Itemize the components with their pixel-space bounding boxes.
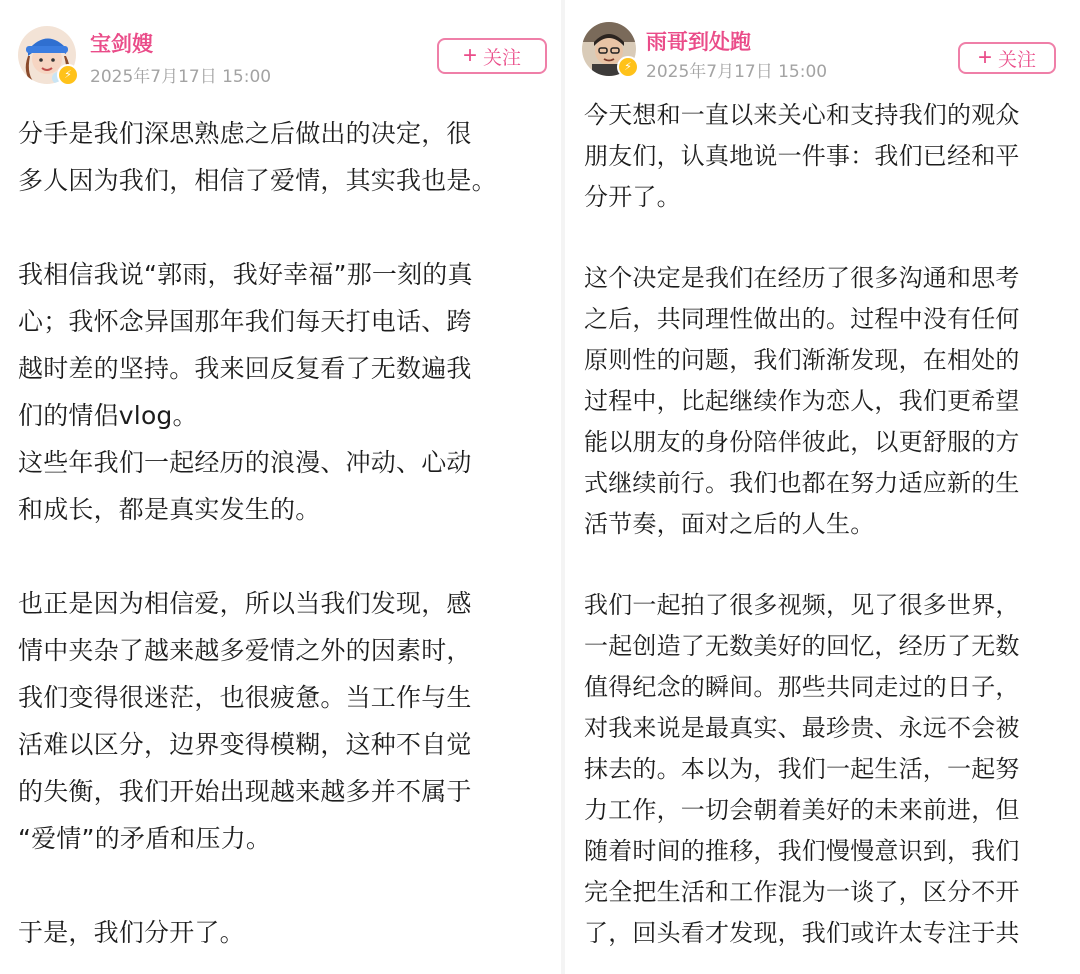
text-line: 式继续前行。我们也都在努力适应新的生 xyxy=(584,469,1020,497)
text-line: “爱情”的矛盾和压力。 xyxy=(18,824,272,853)
follow-button[interactable] xyxy=(437,38,547,74)
text-line: 心；我怀念异国那年我们每天打电话、跨 xyxy=(18,307,472,336)
text-line: 的失衡，我们开始出现越来越多并不属于 xyxy=(18,777,472,806)
text-line: 完全把生活和工作混为一谈了，区分不开 xyxy=(584,878,1020,906)
text-line: 原则性的问题，我们渐渐发现，在相处的 xyxy=(584,346,1020,374)
text-line: 力工作，一切会朝着美好的未来前进，但 xyxy=(584,796,1020,824)
text-line: 一起创造了无数美好的回忆，经历了无数 xyxy=(584,632,1020,660)
plus-icon: + xyxy=(462,42,477,69)
text-line: 情中夹杂了越来越多爱情之外的因素时， xyxy=(18,636,472,665)
text-line: 这个决定是我们在经历了很多沟通和思考 xyxy=(584,264,1020,292)
post-timestamp: 2025年7月17日 15:00 xyxy=(646,62,828,82)
post-body xyxy=(584,95,1064,954)
text-line: 于是，我们分开了。 xyxy=(18,918,245,947)
avatar[interactable] xyxy=(582,22,636,76)
text-line: 活难以区分，边界变得模糊，这种不自觉 xyxy=(18,730,472,759)
paragraph-gap xyxy=(584,218,1064,258)
paragraph-gap xyxy=(584,545,1064,585)
follow-label: 关注 xyxy=(998,49,1037,71)
text-line: 了，回头看才发现，我们或许太专注于共 xyxy=(584,919,1020,947)
panel-divider xyxy=(561,0,565,974)
paragraph-gap xyxy=(18,204,548,251)
text-line: 值得纪念的瞬间。那些共同走过的日子， xyxy=(584,673,1020,701)
text-line: 分手是我们深思熟虑之后做出的决定，很 xyxy=(18,119,472,148)
text-line: 朋友们，认真地说一件事：我们已经和平 xyxy=(584,142,1020,170)
text-line: 我们一起拍了很多视频，见了很多世界， xyxy=(584,591,1020,619)
lightning-icon: ⚡ xyxy=(617,56,639,78)
text-line: 我相信我说“郭雨，我好幸福”那一刻的真 xyxy=(18,260,473,289)
text-line: 能以朋友的身份陪伴彼此，以更舒服的方 xyxy=(584,428,1020,456)
text-line: 今天想和一直以来关心和支持我们的观众 xyxy=(584,101,1020,129)
post-right xyxy=(566,0,1080,974)
paragraph-gap xyxy=(18,533,548,580)
post-body xyxy=(18,110,548,956)
text-line: 越时差的坚持。我来回反复看了无数遍我 xyxy=(18,354,472,383)
text-line: 多人因为我们，相信了爱情，其实我也是。 xyxy=(18,166,497,195)
post-timestamp: 2025年7月17日 15:00 xyxy=(90,67,272,87)
text-line: 们的情侣vlog。 xyxy=(18,401,198,430)
text-line: 也正是因为相信爱，所以当我们发现，感 xyxy=(18,589,472,618)
text-line: 我们变得很迷茫，也很疲惫。当工作与生 xyxy=(18,683,472,712)
text-line: 分开了。 xyxy=(584,183,681,211)
username[interactable]: 宝剑嫂 xyxy=(90,32,153,56)
avatar[interactable] xyxy=(18,26,76,84)
text-line: 活节奏，面对之后的人生。 xyxy=(584,510,875,538)
lightning-icon: ⚡ xyxy=(57,64,79,86)
paragraph-gap xyxy=(18,862,548,909)
text-line: 之后，共同理性做出的。过程中没有任何 xyxy=(584,305,1020,333)
text-line: 对我来说是最真实、最珍贵、永远不会被 xyxy=(584,714,1020,742)
text-line: 抹去的。本以为，我们一起生活，一起努 xyxy=(584,755,1020,783)
username[interactable]: 雨哥到处跑 xyxy=(646,30,751,54)
text-line: 这些年我们一起经历的浪漫、冲动、心动 xyxy=(18,448,472,477)
follow-label: 关注 xyxy=(483,47,522,69)
text-line: 过程中，比起继续作为恋人，我们更希望 xyxy=(584,387,1020,415)
plus-icon: + xyxy=(977,44,992,71)
text-line: 随着时间的推移，我们慢慢意识到，我们 xyxy=(584,837,1020,865)
text-line: 和成长，都是真实发生的。 xyxy=(18,495,321,524)
follow-button[interactable] xyxy=(958,42,1056,74)
